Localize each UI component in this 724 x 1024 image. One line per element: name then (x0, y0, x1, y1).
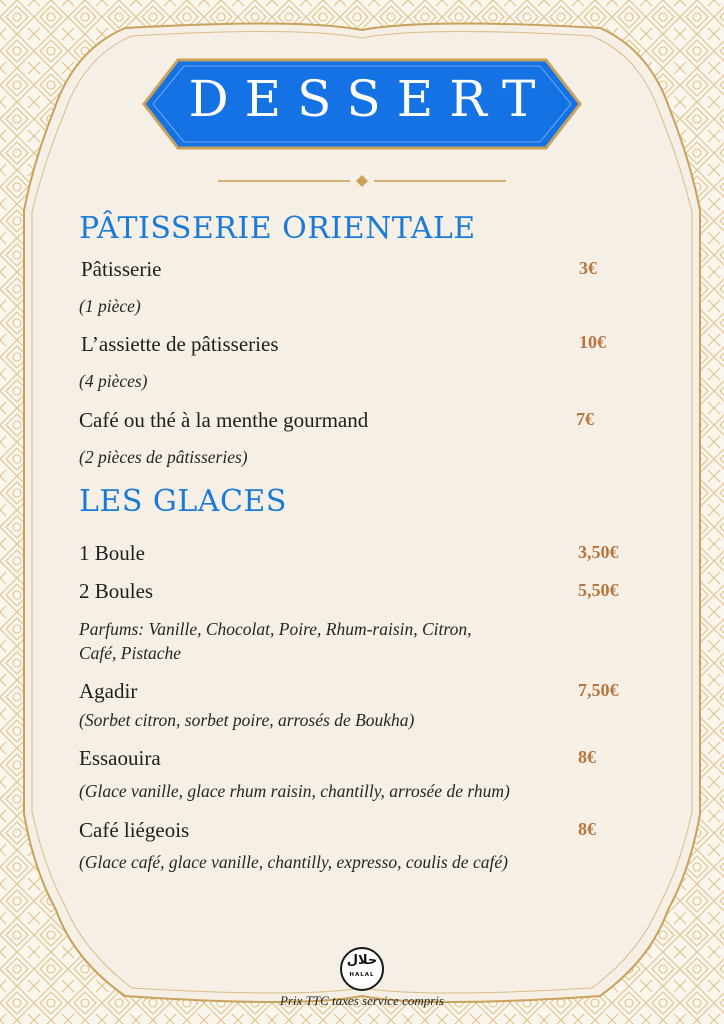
menu-item-note: (2 pièces de pâtisseries) (79, 447, 248, 467)
menu-item-note: (1 pièce) (79, 296, 141, 316)
menu-item-name: Essaouira (79, 746, 161, 770)
menu-item-price: 8€ (578, 819, 596, 839)
menu-item-name: 1 Boule (79, 541, 145, 565)
menu-item-name: 2 Boules (79, 579, 154, 603)
menu-item-note: (4 pièces) (79, 371, 148, 391)
menu-item-note: (Sorbet citron, sorbet poire, arrosés de Boukha) (79, 710, 415, 730)
menu-item-name: Café ou thé à la menthe gourmand (79, 408, 369, 432)
halal-logo-arabic: حلال (346, 953, 378, 968)
menu-item-name: L’assiette de pâtisseries (81, 332, 279, 356)
menu-item-note: Parfums: Vanille, Chocolat, Poire, Rhum-raisin, Citron, (79, 619, 472, 639)
halal-logo-latin: HALAL (349, 972, 375, 978)
menu-item-name: Café liégeois (79, 818, 190, 842)
footer-note: Prix TTC taxes service compris (280, 993, 444, 1008)
menu-item-price: 3,50€ (578, 542, 619, 562)
menu-item-note: Café, Pistache (79, 643, 182, 663)
menu-item-price: 5,50€ (578, 580, 619, 600)
menu-item-note: (Glace vanille, glace rhum raisin, chantilly, arrosée de rhum) (79, 781, 510, 801)
menu-item-price: 10€ (579, 332, 606, 352)
menu-item-price: 7€ (576, 409, 594, 429)
menu-item-name: Pâtisserie (81, 257, 162, 281)
menu-item-note: (Glace café, glace vanille, chantilly, expresso, coulis de café) (79, 852, 508, 872)
page-title: DESSERT (188, 70, 552, 128)
section-title-glaces: LES GLACES (79, 484, 287, 519)
menu-item-price: 8€ (578, 747, 596, 767)
menu-item-name: Agadir (79, 679, 138, 703)
menu-item-price: 3€ (579, 258, 597, 278)
menu-item-price: 7,50€ (578, 680, 619, 700)
section-title-patisserie: PÂTISSERIE ORIENTALE (79, 211, 476, 246)
